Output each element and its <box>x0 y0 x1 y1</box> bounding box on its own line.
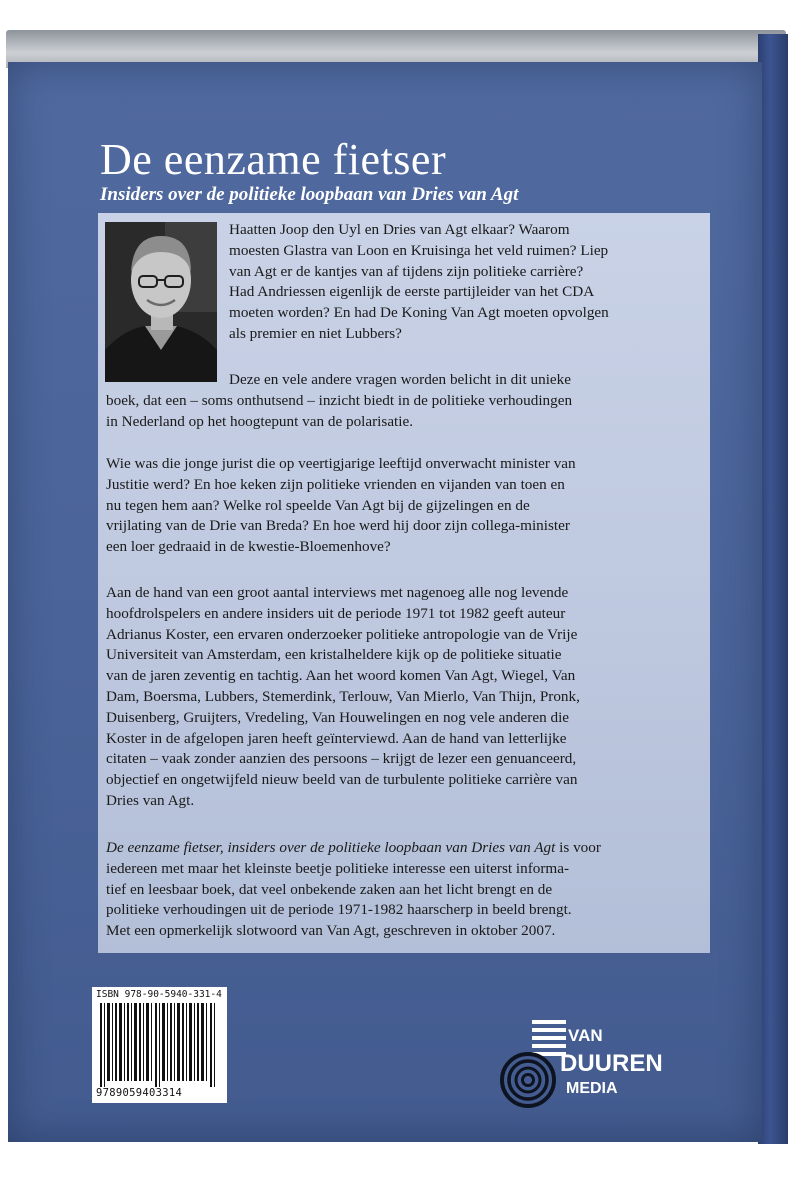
barcode-label <box>92 987 227 1103</box>
book-title: De eenzame fietser <box>100 135 447 184</box>
publisher-name-duuren: DUUREN <box>560 1050 663 1077</box>
barcode-icon <box>98 1003 221 1087</box>
blurb-paragraph-3: Wie was die jonge jurist die op veertigjarige leeftijd onverwacht minister van Justitie werd? En hoe keken zijn politieke vrienden en vijanden van toen en nu tegen hem aan? Welke rol speelde Van Agt bij de gijzelingen en de vrijlating van de Drie van Breda? En hoe werd hij door zijn collega-minister een loer gedraaid in de kwestie-Bloemenhove? <box>106 455 576 556</box>
publisher-name-media: MEDIA <box>566 1080 618 1097</box>
book-spine <box>758 34 788 1144</box>
isbn-text: ISBN 978-90-5940-331-4 <box>96 989 222 1000</box>
author-portrait-icon <box>105 222 217 382</box>
blurb-paragraph-4: Aan de hand van een groot aantal interviews met nagenoeg alle nog levende hoofdrolspelers en andere insiders uit de periode 1971 tot 1982 geeft auteur Adrianus Koster, een ervaren onderzoeker politieke antropologie van de Vrije Universiteit van Amsterdam, een kristalheldere kijk op de politieke situatie van de jaren zeventig en tachtig. Aan het woord komen Van Agt, Wiegel, Van Dam, Boersma, Lubbers, Stemerdink, Terlouw, Van Mierlo, Van Thijn, Pronk, Duisenberg, Gruijters, Vredeling, Van Houwelingen en nog vele anderen die Koster in de afgelopen jaren heeft geïnterviewd. Aan de hand van letterlijke citaten – vaak zonder aanzien des persoons – krijgt de lezer een genuanceerd, objectief en ongetwijfeld nieuw beeld van de turbulente politieke carrière van Dries van Agt. <box>106 584 580 809</box>
blurb-paragraph-1: Haatten Joop den Uyl en Dries van Agt elkaar? Waarom moesten Glastra van Loon en Kruisinga het veld ruimen? Liep van Agt er de kantjes van af tijdens zijn politieke carrière? Had Andriessen eigenlijk de eerste partijleider van het CDA moeten worden? En had De Koning Van Agt moeten opvolgen als premier en niet Lubbers? <box>229 221 609 342</box>
book-subtitle: Insiders over de politieke loopbaan van Dries van Agt <box>100 184 519 205</box>
ean-number: 9789059403314 <box>96 1087 183 1099</box>
italic-book-reference: De eenzame fietser, insiders over de politieke loopbaan van Dries van Agt <box>106 839 556 856</box>
blurb-paragraph-5: De eenzame fietser, insiders over de politieke loopbaan van Dries van Agt is voor iedereen met maar het kleinste beetje politieke interesse een uiterst informa- tief en leesbaar boek, dat veel onbekende zaken aan het licht brengt en de politieke verhoudingen uit de periode 1971-1982 haarscherp in beeld brengt. Met een opmerkelijk slotwoord van Van Agt, geschreven in oktober 2007. <box>106 839 601 940</box>
blurb-paragraph-2: Deze en vele andere vragen worden belicht in dit unieke boek, dat een – soms onthutsend – inzicht biedt in de politieke verhoudingen in Nederland op het hoogtepunt van de polarisatie. <box>106 371 573 430</box>
author-photo <box>105 222 217 382</box>
publisher-name-van: VAN <box>568 1026 603 1045</box>
